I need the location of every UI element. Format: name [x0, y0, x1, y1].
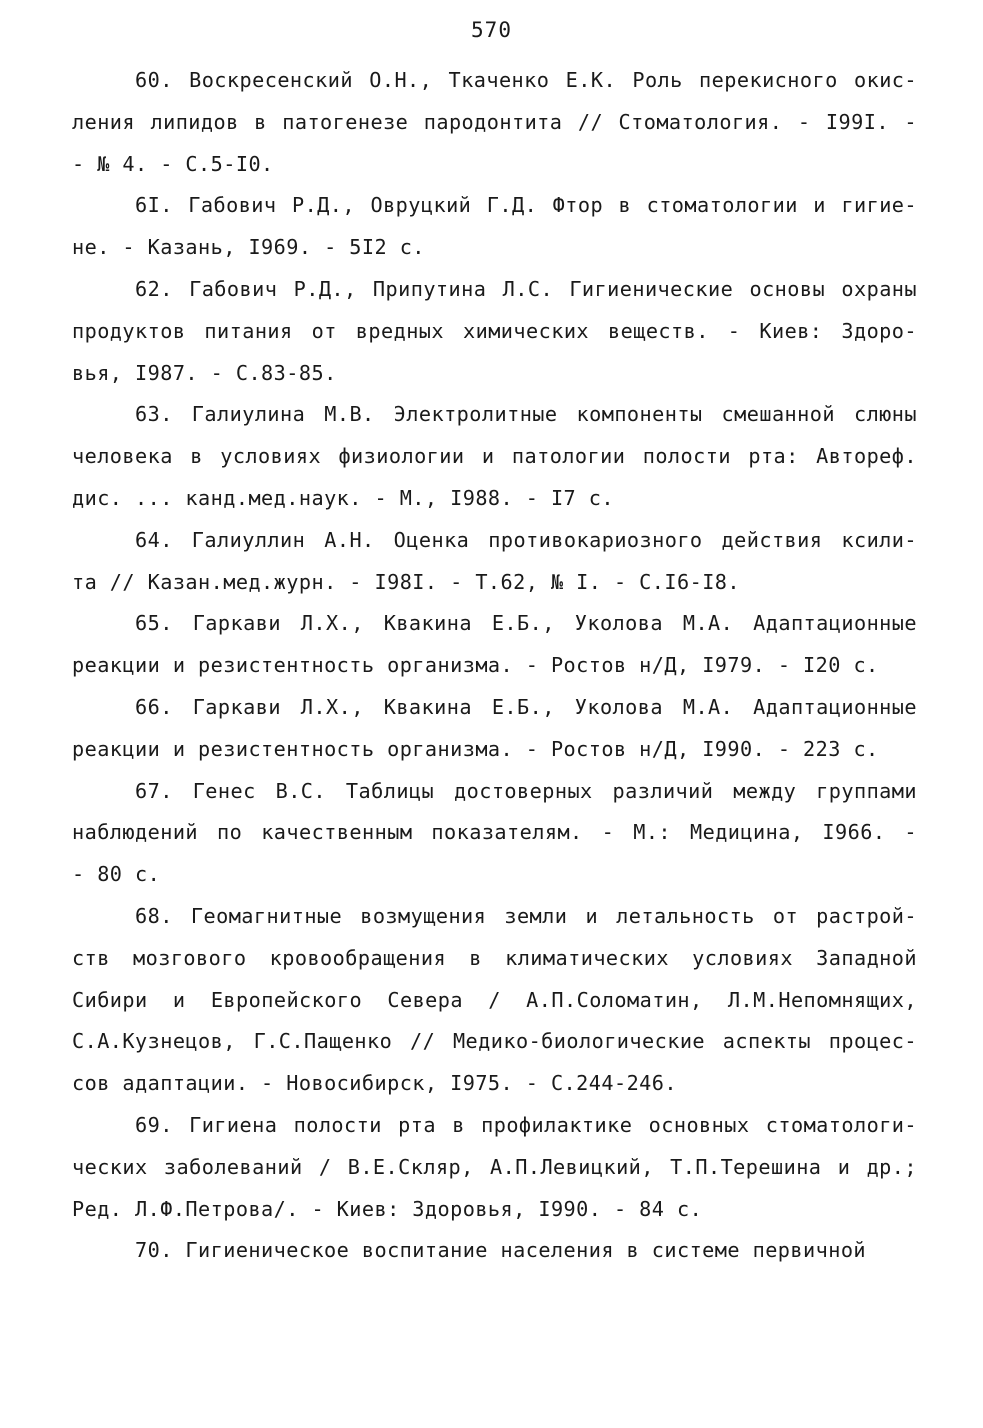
reference-entry: [72, 771, 917, 896]
reference-line: 60. Воскресенский О.Н., Ткаченко Е.К. Роль перекисного окис-: [135, 68, 917, 92]
reference-entry: [72, 394, 917, 519]
reference-line: наблюдений по качественным показателям. - М.: Медицина, I966. -: [72, 820, 917, 845]
reference-entry: [72, 520, 917, 604]
reference-line: сов адаптации. - Новосибирск, I975. - С.244-246.: [72, 1071, 677, 1096]
reference-line: вья, I987. - С.83-85.: [72, 360, 337, 385]
reference-line: 64. Галиуллин А.Н. Оценка противокариозного действия ксили-: [135, 527, 917, 552]
reference-line: ческих заболеваний / В.Е.Скляр, А.П.Левицкий, Т.П.Терешина и др.;: [72, 1154, 917, 1179]
reference-line: реакции и резистентность организма. - Ростов н/Д, I990. - 223 с.: [72, 736, 879, 761]
reference-line: С.А.Кузнецов, Г.С.Пащенко // Медико-биологические аспекты процес-: [72, 1029, 917, 1054]
reference-line: 6I. Габович Р.Д., Овруцкий Г.Д. Фтор в стоматологии и гигие-: [135, 193, 917, 218]
reference-line: ления липидов в патогенезе пародонтита // Стоматология. - I99I. -: [72, 109, 917, 134]
reference-entry: [72, 687, 917, 771]
reference-entry: [72, 1105, 917, 1230]
reference-line: - 80 с.: [72, 862, 161, 887]
reference-line: 67. Генес В.С. Таблицы достоверных различий между группами: [135, 778, 917, 803]
reference-line: 70. Гигиеническое воспитание населения в системе первичной: [135, 1238, 867, 1263]
reference-line: не. - Казань, I969. - 5I2 с.: [72, 235, 425, 260]
reference-entry: [72, 896, 917, 1105]
reference-line: продуктов питания от вредных химических веществ. - Киев: Здоро-: [72, 318, 917, 343]
reference-entry: [72, 185, 917, 269]
reference-line: та // Казан.мед.журн. - I98I. - Т.62, № I. - С.I6-I8.: [72, 569, 741, 594]
reference-line: реакции и резистентность организма. - Ростов н/Д, I979. - I20 с.: [72, 653, 879, 678]
reference-entry: [72, 60, 917, 185]
reference-line: 66. Гаркави Л.Х., Квакина Е.Б., Уколова М.А. Адаптационные: [135, 694, 917, 719]
reference-line: 65. Гаркави Л.Х., Квакина Е.Б., Уколова М.А. Адаптационные: [135, 611, 917, 636]
reference-list: [72, 60, 917, 1272]
reference-line: 63. Галиулина М.В. Электролитные компоненты смешанной слюны: [135, 402, 917, 427]
reference-line: Сибири и Европейского Севера / А.П.Соломатин, Л.М.Непомнящих,: [72, 987, 917, 1012]
reference-entry: [72, 1230, 917, 1272]
reference-entry: [72, 603, 917, 687]
reference-line: 69. Гигиена полости рта в профилактике основных стоматологи-: [135, 1112, 917, 1137]
reference-line: человека в условиях физиологии и патологии полости рта: Автореф.: [72, 444, 917, 469]
reference-entry: [72, 269, 917, 394]
reference-line: - № 4. - С.5-I0.: [72, 151, 274, 176]
reference-line: дис. ... канд.мед.наук. - М., I988. - I7 с.: [72, 485, 614, 510]
reference-line: ств мозгового кровообращения в климатических условиях Западной: [72, 945, 917, 970]
page-number: 570: [471, 18, 512, 42]
reference-line: Ред. Л.Ф.Петрова/. - Киев: Здоровья, I990. - 84 с.: [72, 1196, 703, 1221]
reference-line: 62. Габович Р.Д., Припутина Л.С. Гигиенические основы охраны: [135, 276, 917, 301]
reference-line: 68. Геомагнитные возмущения земли и летальность от растрой-: [135, 903, 917, 928]
